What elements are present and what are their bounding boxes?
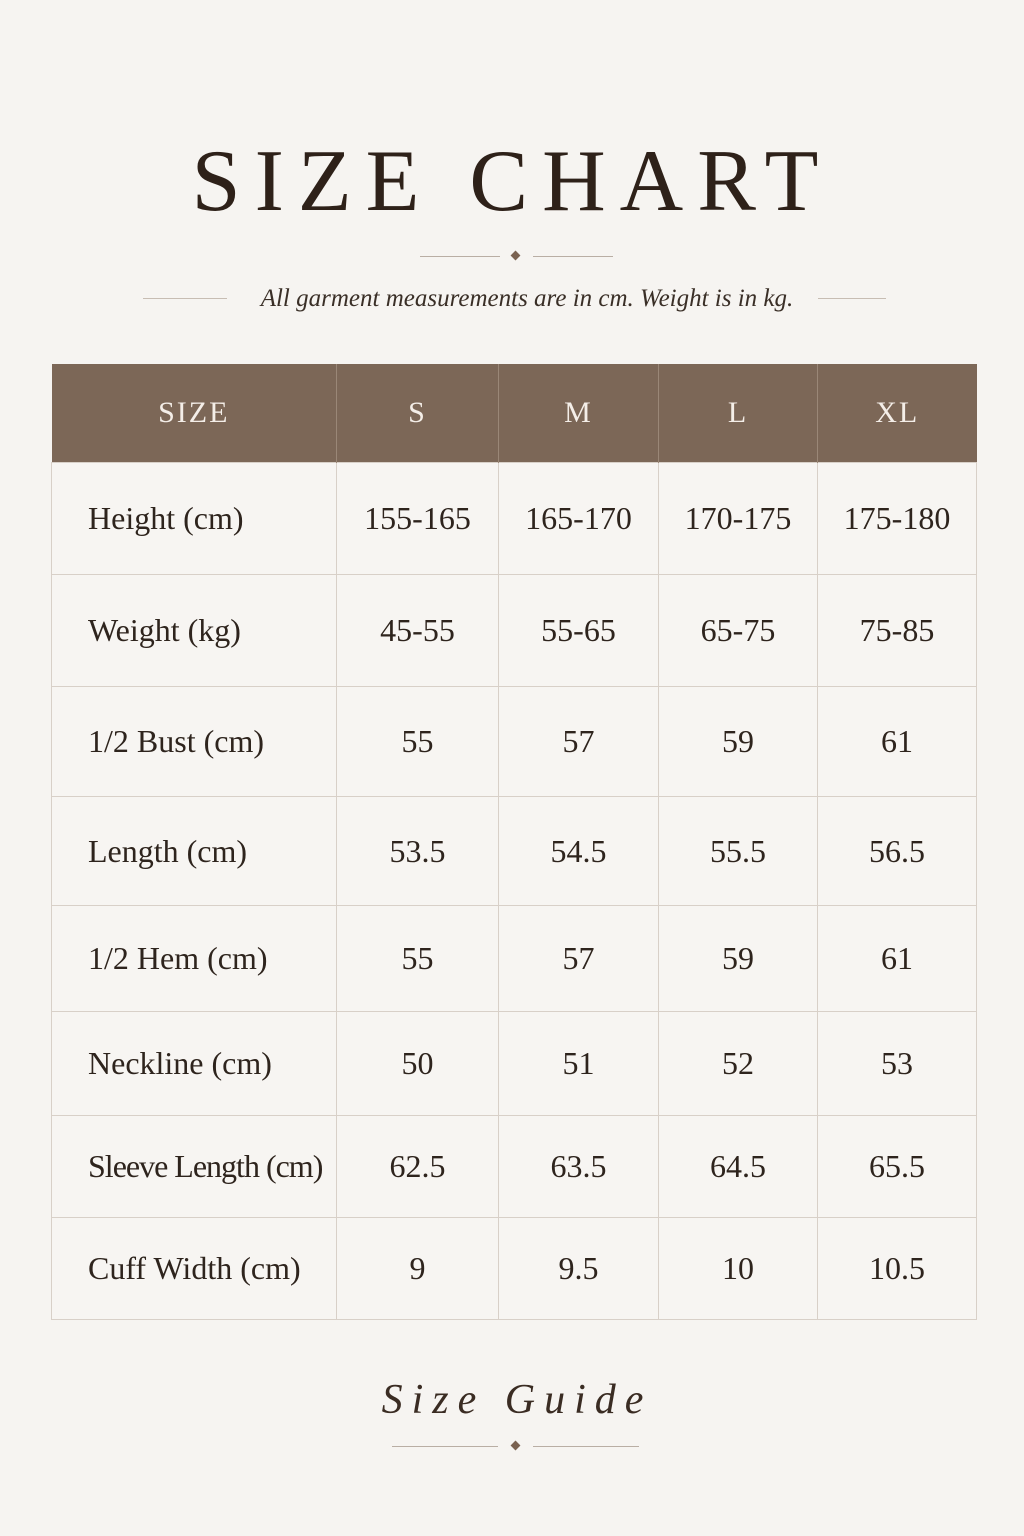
table-cell: 165-170 bbox=[499, 463, 659, 575]
table-row bbox=[52, 1116, 977, 1218]
table-cell: 51 bbox=[499, 1012, 659, 1116]
table-cell: 9.5 bbox=[499, 1218, 659, 1320]
table-cell: 65-75 bbox=[659, 575, 818, 687]
row-label: 1/2 Bust (cm) bbox=[52, 687, 337, 797]
footer-divider bbox=[0, 1441, 1024, 1453]
footer-title: Size Guide bbox=[381, 1377, 653, 1423]
table-cell: 65.5 bbox=[818, 1116, 977, 1218]
table-cell: 55.5 bbox=[659, 797, 818, 906]
divider-line-right bbox=[533, 1446, 639, 1447]
table-cell: 63.5 bbox=[499, 1116, 659, 1218]
diamond-icon bbox=[511, 1441, 521, 1451]
table-cell: 62.5 bbox=[337, 1116, 499, 1218]
row-label: Length (cm) bbox=[52, 797, 337, 906]
table-cell: 52 bbox=[659, 1012, 818, 1116]
table-row bbox=[52, 687, 977, 797]
table-cell: 45-55 bbox=[337, 575, 499, 687]
table-row bbox=[52, 797, 977, 906]
table-cell: 53 bbox=[818, 1012, 977, 1116]
table-cell: 59 bbox=[659, 687, 818, 797]
table-cell: 53.5 bbox=[337, 797, 499, 906]
table-cell: 9 bbox=[337, 1218, 499, 1320]
column-header-size: SIZE bbox=[52, 364, 337, 463]
divider-line-left bbox=[392, 1446, 498, 1447]
title-divider bbox=[0, 251, 1024, 263]
table-cell: 55 bbox=[337, 687, 499, 797]
table-cell: 155-165 bbox=[337, 463, 499, 575]
table-cell: 57 bbox=[499, 687, 659, 797]
table-cell: 10.5 bbox=[818, 1218, 977, 1320]
table-header-row bbox=[52, 364, 977, 463]
table-cell: 55-65 bbox=[499, 575, 659, 687]
table-row bbox=[52, 1218, 977, 1320]
page-title: SIZE CHART bbox=[191, 133, 833, 230]
divider-line-left bbox=[420, 256, 500, 257]
table-cell: 10 bbox=[659, 1218, 818, 1320]
table-cell: 175-180 bbox=[818, 463, 977, 575]
table-cell: 61 bbox=[818, 906, 977, 1012]
table-cell: 50 bbox=[337, 1012, 499, 1116]
row-label: Sleeve Length (cm) bbox=[52, 1116, 337, 1218]
column-header-l: L bbox=[659, 364, 818, 463]
table-row bbox=[52, 463, 977, 575]
table-cell: 54.5 bbox=[499, 797, 659, 906]
table-cell: 170-175 bbox=[659, 463, 818, 575]
row-label: Cuff Width (cm) bbox=[52, 1218, 337, 1320]
table-cell: 55 bbox=[337, 906, 499, 1012]
size-table bbox=[51, 364, 977, 1320]
column-header-s: S bbox=[337, 364, 499, 463]
row-label: Height (cm) bbox=[52, 463, 337, 575]
row-label: Neckline (cm) bbox=[52, 1012, 337, 1116]
table-cell: 56.5 bbox=[818, 797, 977, 906]
table-row bbox=[52, 575, 977, 687]
table-cell: 59 bbox=[659, 906, 818, 1012]
row-label: Weight (kg) bbox=[52, 575, 337, 687]
table-cell: 61 bbox=[818, 687, 977, 797]
divider-line-right bbox=[533, 256, 613, 257]
column-header-m: M bbox=[499, 364, 659, 463]
table-row bbox=[52, 1012, 977, 1116]
subtitle-row bbox=[0, 282, 1024, 318]
subtitle: All garment measurements are in cm. Weight is in kg. bbox=[260, 285, 794, 312]
table-cell: 64.5 bbox=[659, 1116, 818, 1218]
table-cell: 75-85 bbox=[818, 575, 977, 687]
column-header-xl: XL bbox=[818, 364, 977, 463]
subtitle-line-right bbox=[818, 298, 886, 299]
row-label: 1/2 Hem (cm) bbox=[52, 906, 337, 1012]
table-row bbox=[52, 906, 977, 1012]
diamond-icon bbox=[511, 251, 521, 261]
table-cell: 57 bbox=[499, 906, 659, 1012]
